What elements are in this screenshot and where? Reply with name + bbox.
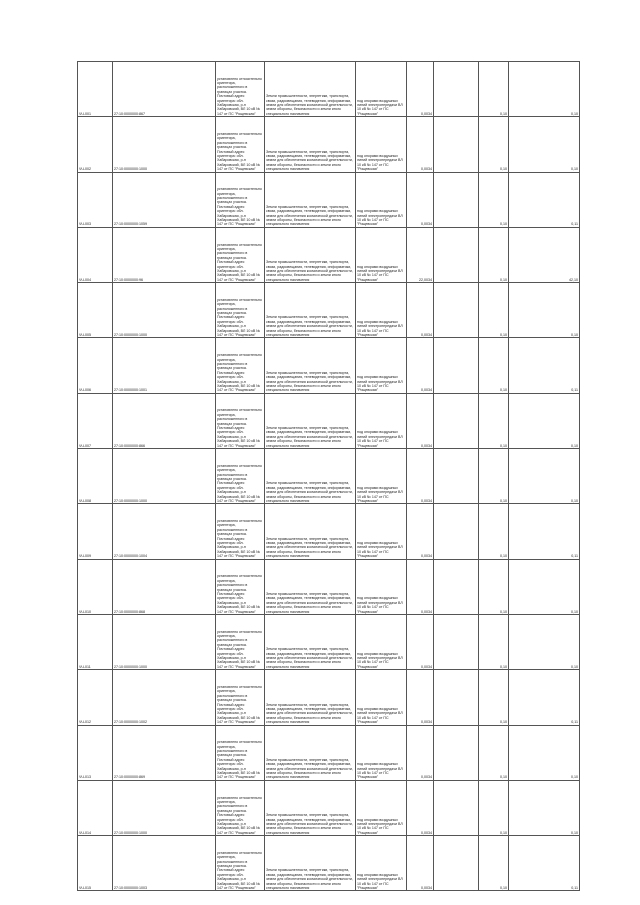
land-category-cell-text: Земли промышленности, энергетики, транспорта, связи, радиовещания, телевидения, информатики, земли для обеспечения космической деятельности, земли обороны, безопасности и земли иного специального назначения [266, 702, 353, 725]
address-cell [216, 117, 265, 172]
total-value-cell-text: 0,10 [571, 443, 578, 448]
area-cell-text: 0,0034 [421, 111, 432, 116]
total-value-cell-text: 0,11 [571, 720, 578, 725]
total-value-cell [509, 227, 580, 282]
land-category-cell [265, 614, 356, 669]
table-row [78, 117, 580, 172]
permitted-use-cell-text: под опорами воздушных линий электропередачи ВЛ 10 кВ № 147 от ПС "Рощевская" [357, 209, 403, 227]
land-category-cell [265, 780, 356, 835]
value-cell [479, 172, 509, 227]
permitted-use-cell-text: под опорами воздушных линий электропередачи ВЛ 10 кВ № 147 от ПС "Рощевская" [357, 762, 403, 780]
cadastral-number-cell [113, 504, 216, 559]
area-cell [407, 559, 434, 614]
value-cell [479, 725, 509, 780]
area-cell-text: 0,0034 [421, 388, 432, 393]
table-row [78, 836, 580, 891]
value-cell-text: 0,10 [500, 886, 507, 891]
total-value-cell [509, 504, 580, 559]
total-value-cell [509, 614, 580, 669]
plot-id-cell-text: ЧЧ-009 [79, 554, 91, 559]
plot-id-cell [78, 117, 113, 172]
total-value-cell [509, 338, 580, 393]
permitted-use-cell [356, 172, 407, 227]
land-category-cell-text: Земли промышленности, энергетики, транспорта, связи, радиовещания, телевидения, информатики, земли для обеспечения космической деятельности, земли обороны, безопасности и земли иного специального назначения [266, 315, 353, 338]
permitted-use-cell-text: под опорами воздушных линий электропередачи ВЛ 10 кВ № 147 от ПС "Рощевская" [357, 872, 403, 891]
cadastral-number-cell [113, 614, 216, 669]
address-cell-text: установлено относительно ориентира, расположенного в границах участка. Почтовый адрес ориентира: обл. Хабаровская, р-н Хабаровский, ВЛ 10 кВ № 147 от ПС "Рощевская" [217, 795, 262, 835]
land-category-cell-text: Земли промышленности, энергетики, транспорта, связи, радиовещания, телевидения, информатики, земли для обеспечения космической деятельности, земли обороны, безопасности и земли иного специального назначения [266, 149, 353, 172]
area-cell-text: 0,0034 [421, 498, 432, 503]
land-category-cell [265, 559, 356, 614]
cadastral-number-cell [113, 836, 216, 891]
permitted-use-cell-text: под опорами воздушных линий электропередачи ВЛ 10 кВ № 147 от ПС "Рощевская" [357, 541, 403, 559]
permitted-use-cell [356, 780, 407, 835]
plot-id-cell [78, 393, 113, 448]
permitted-use-cell-text: под опорами воздушных линий электропередачи ВЛ 10 кВ № 147 от ПС "Рощевская" [357, 596, 403, 614]
cadastral-number-cell [113, 172, 216, 227]
area-cell [407, 836, 434, 891]
address-cell-text: установлено относительно ориентира, расположенного в границах участка. Почтовый адрес ориентира: обл. Хабаровская, р-н Хабаровский, ВЛ 10 кВ № 147 от ПС "Рощевская" [217, 519, 262, 559]
land-category-cell-text: Земли промышленности, энергетики, транспорта, связи, радиовещания, телевидения, информатики, земли для обеспечения космической деятельности, земли обороны, безопасности и земли иного специального назначения [266, 260, 353, 282]
total-value-cell [509, 62, 580, 117]
address-cell-text: установлено относительно ориентира, расположенного в границах участка. Почтовый адрес ориентира: обл. Хабаровская, р-н Хабаровский, ВЛ 10 кВ № 147 от ПС "Рощевская" [217, 463, 262, 503]
plot-id-cell-text: ЧЧ-015 [79, 886, 91, 891]
value-cell [479, 338, 509, 393]
land-category-cell [265, 670, 356, 725]
table-row [78, 393, 580, 448]
permitted-use-cell [356, 670, 407, 725]
area-cell-text: 0,0034 [421, 554, 432, 559]
permitted-use-cell-text: под опорами воздушных линий электропередачи ВЛ 10 кВ № 147 от ПС "Рощевская" [357, 430, 403, 448]
cadastral-number-cell [113, 62, 216, 117]
plot-id-cell-text: ЧЧ-012 [79, 720, 91, 725]
plot-id-cell-text: ЧЧ-011 [79, 664, 91, 669]
total-value-cell [509, 393, 580, 448]
total-value-cell-text: 0,11 [571, 554, 578, 559]
permitted-use-cell [356, 283, 407, 338]
permitted-use-cell-text: под опорами воздушных линий электропередачи ВЛ 10 кВ № 147 от ПС "Рощевская" [357, 706, 403, 725]
land-category-cell-text: Земли промышленности, энергетики, транспорта, связи, радиовещания, телевидения, информатики, земли для обеспечения космической деятельности, земли обороны, безопасности и земли иного специального назначения [266, 647, 353, 669]
value-cell-text: 0,10 [500, 554, 507, 559]
empty-cell [434, 393, 479, 448]
area-cell [407, 670, 434, 725]
area-cell-text: 0,0034 [421, 830, 432, 835]
plot-id-cell [78, 780, 113, 835]
total-value-cell [509, 780, 580, 835]
address-cell [216, 338, 265, 393]
area-cell-text: 0,0034 [421, 664, 432, 669]
cadastral-number-cell-text: 27:10:0000000:96 [114, 277, 143, 282]
value-cell-text: 0,10 [500, 443, 507, 448]
plot-id-cell [78, 227, 113, 282]
permitted-use-cell-text: под опорами воздушных линий электропередачи ВЛ 10 кВ № 147 от ПС "Рощевская" [357, 153, 403, 172]
value-cell [479, 283, 509, 338]
cadastral-number-cell-text: 27:10:0000000:1000 [114, 664, 147, 669]
address-cell-text: установлено относительно ориентира, расположенного в границах участка. Почтовый адрес ориентира: обл. Хабаровская, р-н Хабаровский, ВЛ 10 кВ № 147 от ПС "Рощевская" [217, 574, 262, 614]
area-cell [407, 614, 434, 669]
empty-cell [434, 725, 479, 780]
table-row [78, 449, 580, 504]
plot-id-cell [78, 504, 113, 559]
plot-id-cell [78, 338, 113, 393]
plot-id-cell [78, 670, 113, 725]
total-value-cell-text: 0,10 [571, 498, 578, 503]
total-value-cell-text: 42,10 [569, 277, 578, 282]
cadastral-number-cell [113, 393, 216, 448]
address-cell [216, 172, 265, 227]
value-cell [479, 559, 509, 614]
table-row [78, 780, 580, 835]
value-cell-text: 0,10 [500, 720, 507, 725]
empty-cell [434, 117, 479, 172]
plot-id-cell-text: ЧЧ-013 [79, 775, 91, 780]
cadastral-number-cell-text: 27:10:0000000:867 [114, 111, 145, 116]
cadastral-number-cell [113, 725, 216, 780]
cadastral-number-cell-text: 27:10:0000000:1000 [114, 830, 147, 835]
address-cell-text: установлено относительно ориентира, расположенного в границах участка. Почтовый адрес ориентира: обл. Хабаровская, р-н Хабаровский, ВЛ 10 кВ № 147 от ПС "Рощевская" [217, 684, 262, 725]
area-cell [407, 780, 434, 835]
empty-cell [434, 283, 479, 338]
table-row [78, 504, 580, 559]
plot-id-cell [78, 559, 113, 614]
plot-id-cell [78, 62, 113, 117]
plot-id-cell [78, 614, 113, 669]
value-cell-text: 0,10 [500, 167, 507, 172]
total-value-cell [509, 836, 580, 891]
address-cell [216, 725, 265, 780]
address-cell [216, 62, 265, 117]
table-row [78, 338, 580, 393]
address-cell [216, 449, 265, 504]
cadastral-number-cell-text: 27:10:0000000:866 [114, 443, 145, 448]
value-cell-text: 0,10 [500, 830, 507, 835]
area-cell-text: 0,0034 [421, 333, 432, 338]
address-cell-text: установлено относительно ориентира, расположенного в границах участка. Почтовый адрес ориентира: обл. Хабаровская, р-н Хабаровский, ВЛ 10 кВ № 147 от ПС "Рощевская" [217, 408, 262, 448]
cadastral-number-cell [113, 227, 216, 282]
area-cell [407, 172, 434, 227]
value-cell-text: 0,10 [500, 775, 507, 780]
plot-id-cell-text: ЧЧ-007 [79, 443, 91, 448]
land-plots-table [77, 61, 580, 891]
value-cell-text: 0,10 [500, 664, 507, 669]
plot-id-cell-text: ЧЧ-008 [79, 498, 91, 503]
cadastral-number-cell-text: 27:10:0000000:868 [114, 609, 145, 614]
permitted-use-cell [356, 338, 407, 393]
total-value-cell-text: 0,11 [571, 388, 578, 393]
total-value-cell [509, 559, 580, 614]
total-value-cell-text: 0,10 [571, 111, 578, 116]
total-value-cell [509, 117, 580, 172]
empty-cell [434, 227, 479, 282]
address-cell-text: установлено относительно ориентира, расположенного в границах участка. Почтовый адрес ориентира: обл. Хабаровская, р-н Хабаровский, ВЛ 10 кВ № 147 от ПС "Рощевская" [217, 76, 262, 116]
address-cell [216, 670, 265, 725]
address-cell [216, 614, 265, 669]
area-cell-text: 22,0034 [419, 277, 432, 282]
cadastral-number-cell [113, 338, 216, 393]
land-category-cell-text: Земли промышленности, энергетики, транспорта, связи, радиовещания, телевидения, информатики, земли для обеспечения космической деятельности, земли обороны, безопасности и земли иного специального назначения [266, 426, 353, 448]
land-category-cell [265, 338, 356, 393]
land-category-cell [265, 836, 356, 891]
permitted-use-cell [356, 504, 407, 559]
cadastral-number-cell-text: 27:10:0000000:1004 [114, 554, 147, 559]
value-cell-text: 0,10 [500, 333, 507, 338]
area-cell [407, 227, 434, 282]
total-value-cell [509, 670, 580, 725]
permitted-use-cell [356, 559, 407, 614]
total-value-cell [509, 283, 580, 338]
total-value-cell-text: 0,10 [571, 167, 578, 172]
address-cell-text: установлено относительно ориентира, расположенного в границах участка. Почтовый адрес ориентира: обл. Хабаровская, р-н Хабаровский, ВЛ 10 кВ № 147 от ПС "Рощевская" [217, 242, 262, 282]
land-category-cell [265, 172, 356, 227]
table-row [78, 62, 580, 117]
area-cell [407, 62, 434, 117]
total-value-cell-text: 0,10 [571, 664, 578, 669]
address-cell-text: установлено относительно ориентира, расположенного в границах участка. Почтовый адрес ориентира: обл. Хабаровская, р-н Хабаровский, ВЛ 10 кВ № 147 от ПС "Рощевская" [217, 187, 262, 227]
cadastral-number-cell-text: 27:10:0000000:1059 [114, 222, 147, 227]
land-category-cell-text: Земли промышленности, энергетики, транспорта, связи, радиовещания, телевидения, информатики, земли для обеспечения космической деятельности, земли обороны, безопасности и земли иного специального назначения [266, 94, 353, 116]
area-cell-text: 0,0034 [421, 443, 432, 448]
cadastral-number-cell-text: 27:10:0000000:1003 [114, 886, 147, 891]
area-cell-text: 0,0034 [421, 775, 432, 780]
address-cell-text: установлено относительно ориентира, расположенного в границах участка. Почтовый адрес ориентира: обл. Хабаровская, р-н Хабаровский, ВЛ 10 кВ № 147 от ПС "Рощевская" [217, 740, 262, 780]
permitted-use-cell [356, 117, 407, 172]
area-cell-text: 0,0034 [421, 167, 432, 172]
permitted-use-cell [356, 836, 407, 891]
address-cell [216, 504, 265, 559]
total-value-cell [509, 725, 580, 780]
area-cell [407, 725, 434, 780]
area-cell [407, 449, 434, 504]
land-category-cell [265, 725, 356, 780]
value-cell [479, 670, 509, 725]
address-cell-text: установлено относительно ориентира, расположенного в границах участка. Почтовый адрес ориентира: обл. Хабаровская, р-н Хабаровский, ВЛ 10 кВ № 147 от ПС "Рощевская" [217, 131, 262, 172]
permitted-use-cell [356, 393, 407, 448]
area-cell [407, 393, 434, 448]
plot-id-cell [78, 725, 113, 780]
address-cell-text: установлено относительно ориентира, расположенного в границах участка. Почтовый адрес ориентира: обл. Хабаровская, р-н Хабаровский, ВЛ 10 кВ № 147 от ПС "Рощевская" [217, 353, 262, 393]
total-value-cell-text: 0,10 [571, 775, 578, 780]
cadastral-number-cell-text: 27:10:0000000:1001 [114, 388, 147, 393]
empty-cell [434, 670, 479, 725]
total-value-cell-text: 0,11 [571, 222, 578, 227]
address-cell [216, 283, 265, 338]
cadastral-number-cell [113, 117, 216, 172]
value-cell [479, 227, 509, 282]
area-cell [407, 283, 434, 338]
empty-cell [434, 614, 479, 669]
empty-cell [434, 62, 479, 117]
permitted-use-cell-text: под опорами воздушных линий электропередачи ВЛ 10 кВ № 147 от ПС "Рощевская" [357, 651, 403, 669]
area-cell-text: 0,0034 [421, 609, 432, 614]
area-cell-text: 0,0034 [421, 886, 432, 891]
area-cell-text: 0,0034 [421, 720, 432, 725]
table-row [78, 172, 580, 227]
value-cell [479, 780, 509, 835]
value-cell-text: 0,10 [500, 388, 507, 393]
permitted-use-cell [356, 614, 407, 669]
empty-cell [434, 504, 479, 559]
area-cell-text: 0,0034 [421, 222, 432, 227]
empty-cell [434, 559, 479, 614]
empty-cell [434, 338, 479, 393]
table-row [78, 670, 580, 725]
plot-id-cell-text: ЧЧ-003 [79, 222, 91, 227]
value-cell [479, 393, 509, 448]
value-cell [479, 117, 509, 172]
total-value-cell [509, 449, 580, 504]
table-row [78, 559, 580, 614]
value-cell-text: 0,10 [500, 111, 507, 116]
permitted-use-cell-text: под опорами воздушных линий электропередачи ВЛ 10 кВ № 147 от ПС "Рощевская" [357, 485, 403, 503]
total-value-cell [509, 172, 580, 227]
land-category-cell [265, 504, 356, 559]
address-cell [216, 780, 265, 835]
permitted-use-cell-text: под опорами воздушных линий электропередачи ВЛ 10 кВ № 147 от ПС "Рощевская" [357, 98, 403, 116]
permitted-use-cell-text: под опорами воздушных линий электропередачи ВЛ 10 кВ № 147 от ПС "Рощевская" [357, 319, 403, 338]
empty-cell [434, 780, 479, 835]
empty-cell [434, 172, 479, 227]
permitted-use-cell-text: под опорами воздушных линий электропередачи ВЛ 10 кВ № 147 от ПС "Рощевская" [357, 375, 403, 393]
plot-id-cell [78, 172, 113, 227]
plot-id-cell-text: ЧЧ-006 [79, 388, 91, 393]
value-cell [479, 504, 509, 559]
permitted-use-cell-text: под опорами воздушных линий электропередачи ВЛ 10 кВ № 147 от ПС "Рощевская" [357, 264, 403, 282]
address-cell [216, 836, 265, 891]
plot-id-cell-text: ЧЧ-001 [79, 111, 91, 116]
address-cell [216, 227, 265, 282]
land-category-cell-text: Земли промышленности, энергетики, транспорта, связи, радиовещания, телевидения, информатики, земли для обеспечения космической деятельности, земли обороны, безопасности и земли иного специального назначения [266, 481, 353, 503]
cadastral-number-cell [113, 670, 216, 725]
value-cell [479, 449, 509, 504]
permitted-use-cell [356, 725, 407, 780]
plot-id-cell-text: ЧЧ-004 [79, 277, 91, 282]
area-cell [407, 338, 434, 393]
table-row [78, 725, 580, 780]
address-cell-text: установлено относительно ориентира, расположенного в границах участка. Почтовый адрес ориентира: обл. Хабаровская, р-н Хабаровский, ВЛ 10 кВ № 147 от ПС "Рощевская" [217, 850, 262, 891]
value-cell-text: 0,10 [500, 498, 507, 503]
plot-id-cell-text: ЧЧ-014 [79, 830, 91, 835]
area-cell [407, 117, 434, 172]
cadastral-number-cell-text: 27:10:0000000:1000 [114, 167, 147, 172]
land-category-cell [265, 283, 356, 338]
permitted-use-cell [356, 227, 407, 282]
address-cell-text: установлено относительно ориентира, расположенного в границах участка. Почтовый адрес ориентира: обл. Хабаровская, р-н Хабаровский, ВЛ 10 кВ № 147 от ПС "Рощевская" [217, 297, 262, 338]
land-category-cell-text: Земли промышленности, энергетики, транспорта, связи, радиовещания, телевидения, информатики, земли для обеспечения космической деятельности, земли обороны, безопасности и земли иного специального назначения [266, 591, 353, 614]
empty-cell [434, 836, 479, 891]
plot-id-cell-text: ЧЧ-005 [79, 333, 91, 338]
cadastral-number-cell [113, 449, 216, 504]
empty-cell [434, 449, 479, 504]
permitted-use-cell-text: под опорами воздушных линий электропередачи ВЛ 10 кВ № 147 от ПС "Рощевская" [357, 817, 403, 835]
land-category-cell [265, 62, 356, 117]
plot-id-cell [78, 836, 113, 891]
land-category-cell-text: Земли промышленности, энергетики, транспорта, связи, радиовещания, телевидения, информатики, земли для обеспечения космической деятельности, земли обороны, безопасности и земли иного специального назначения [266, 536, 353, 559]
address-cell [216, 393, 265, 448]
permitted-use-cell [356, 62, 407, 117]
table-row [78, 227, 580, 282]
land-category-cell-text: Земли промышленности, энергетики, транспорта, связи, радиовещания, телевидения, информатики, земли для обеспечения космической деятельности, земли обороны, безопасности и земли иного специального назначения [266, 757, 353, 780]
value-cell [479, 62, 509, 117]
address-cell-text: установлено относительно ориентира, расположенного в границах участка. Почтовый адрес ориентира: обл. Хабаровская, р-н Хабаровский, ВЛ 10 кВ № 147 от ПС "Рощевская" [217, 629, 262, 669]
total-value-cell-text: 0,10 [571, 609, 578, 614]
cadastral-number-cell-text: 27:10:0000000:1002 [114, 720, 147, 725]
value-cell-text: 0,10 [500, 222, 507, 227]
cadastral-number-cell [113, 780, 216, 835]
land-category-cell [265, 449, 356, 504]
total-value-cell-text: 0,10 [571, 830, 578, 835]
cadastral-number-cell-text: 27:10:0000000:1000 [114, 333, 147, 338]
land-category-cell-text: Земли промышленности, энергетики, транспорта, связи, радиовещания, телевидения, информатики, земли для обеспечения космической деятельности, земли обороны, безопасности и земли иного специального назначения [266, 370, 353, 393]
cadastral-number-cell [113, 283, 216, 338]
address-cell [216, 559, 265, 614]
cadastral-number-cell [113, 559, 216, 614]
cadastral-number-cell-text: 27:10:0000000:1000 [114, 498, 147, 503]
permitted-use-cell [356, 449, 407, 504]
plot-id-cell-text: ЧЧ-010 [79, 609, 91, 614]
value-cell-text: 0,10 [500, 609, 507, 614]
area-cell [407, 504, 434, 559]
land-category-cell-text: Земли промышленности, энергетики, транспорта, связи, радиовещания, телевидения, информатики, земли для обеспечения космической деятельности, земли обороны, безопасности и земли иного специального назначения [266, 204, 353, 227]
land-category-cell-text: Земли промышленности, энергетики, транспорта, связи, радиовещания, телевидения, информатики, земли для обеспечения космической деятельности, земли обороны, безопасности и земли иного специального назначения [266, 813, 353, 835]
land-category-cell [265, 393, 356, 448]
land-category-cell-text: Земли промышленности, энергетики, транспорта, связи, радиовещания, телевидения, информатики, земли для обеспечения космической деятельности, земли обороны, безопасности и земли иного специального назначения [266, 868, 353, 891]
total-value-cell-text: 0,11 [571, 886, 578, 891]
table-row [78, 283, 580, 338]
land-category-cell [265, 227, 356, 282]
value-cell-text: 0,10 [500, 277, 507, 282]
total-value-cell-text: 0,10 [571, 333, 578, 338]
plot-id-cell [78, 449, 113, 504]
table-row [78, 614, 580, 669]
plot-id-cell [78, 283, 113, 338]
value-cell [479, 614, 509, 669]
value-cell [479, 836, 509, 891]
cadastral-number-cell-text: 27:10:0000000:869 [114, 775, 145, 780]
land-category-cell [265, 117, 356, 172]
plot-id-cell-text: ЧЧ-002 [79, 167, 91, 172]
